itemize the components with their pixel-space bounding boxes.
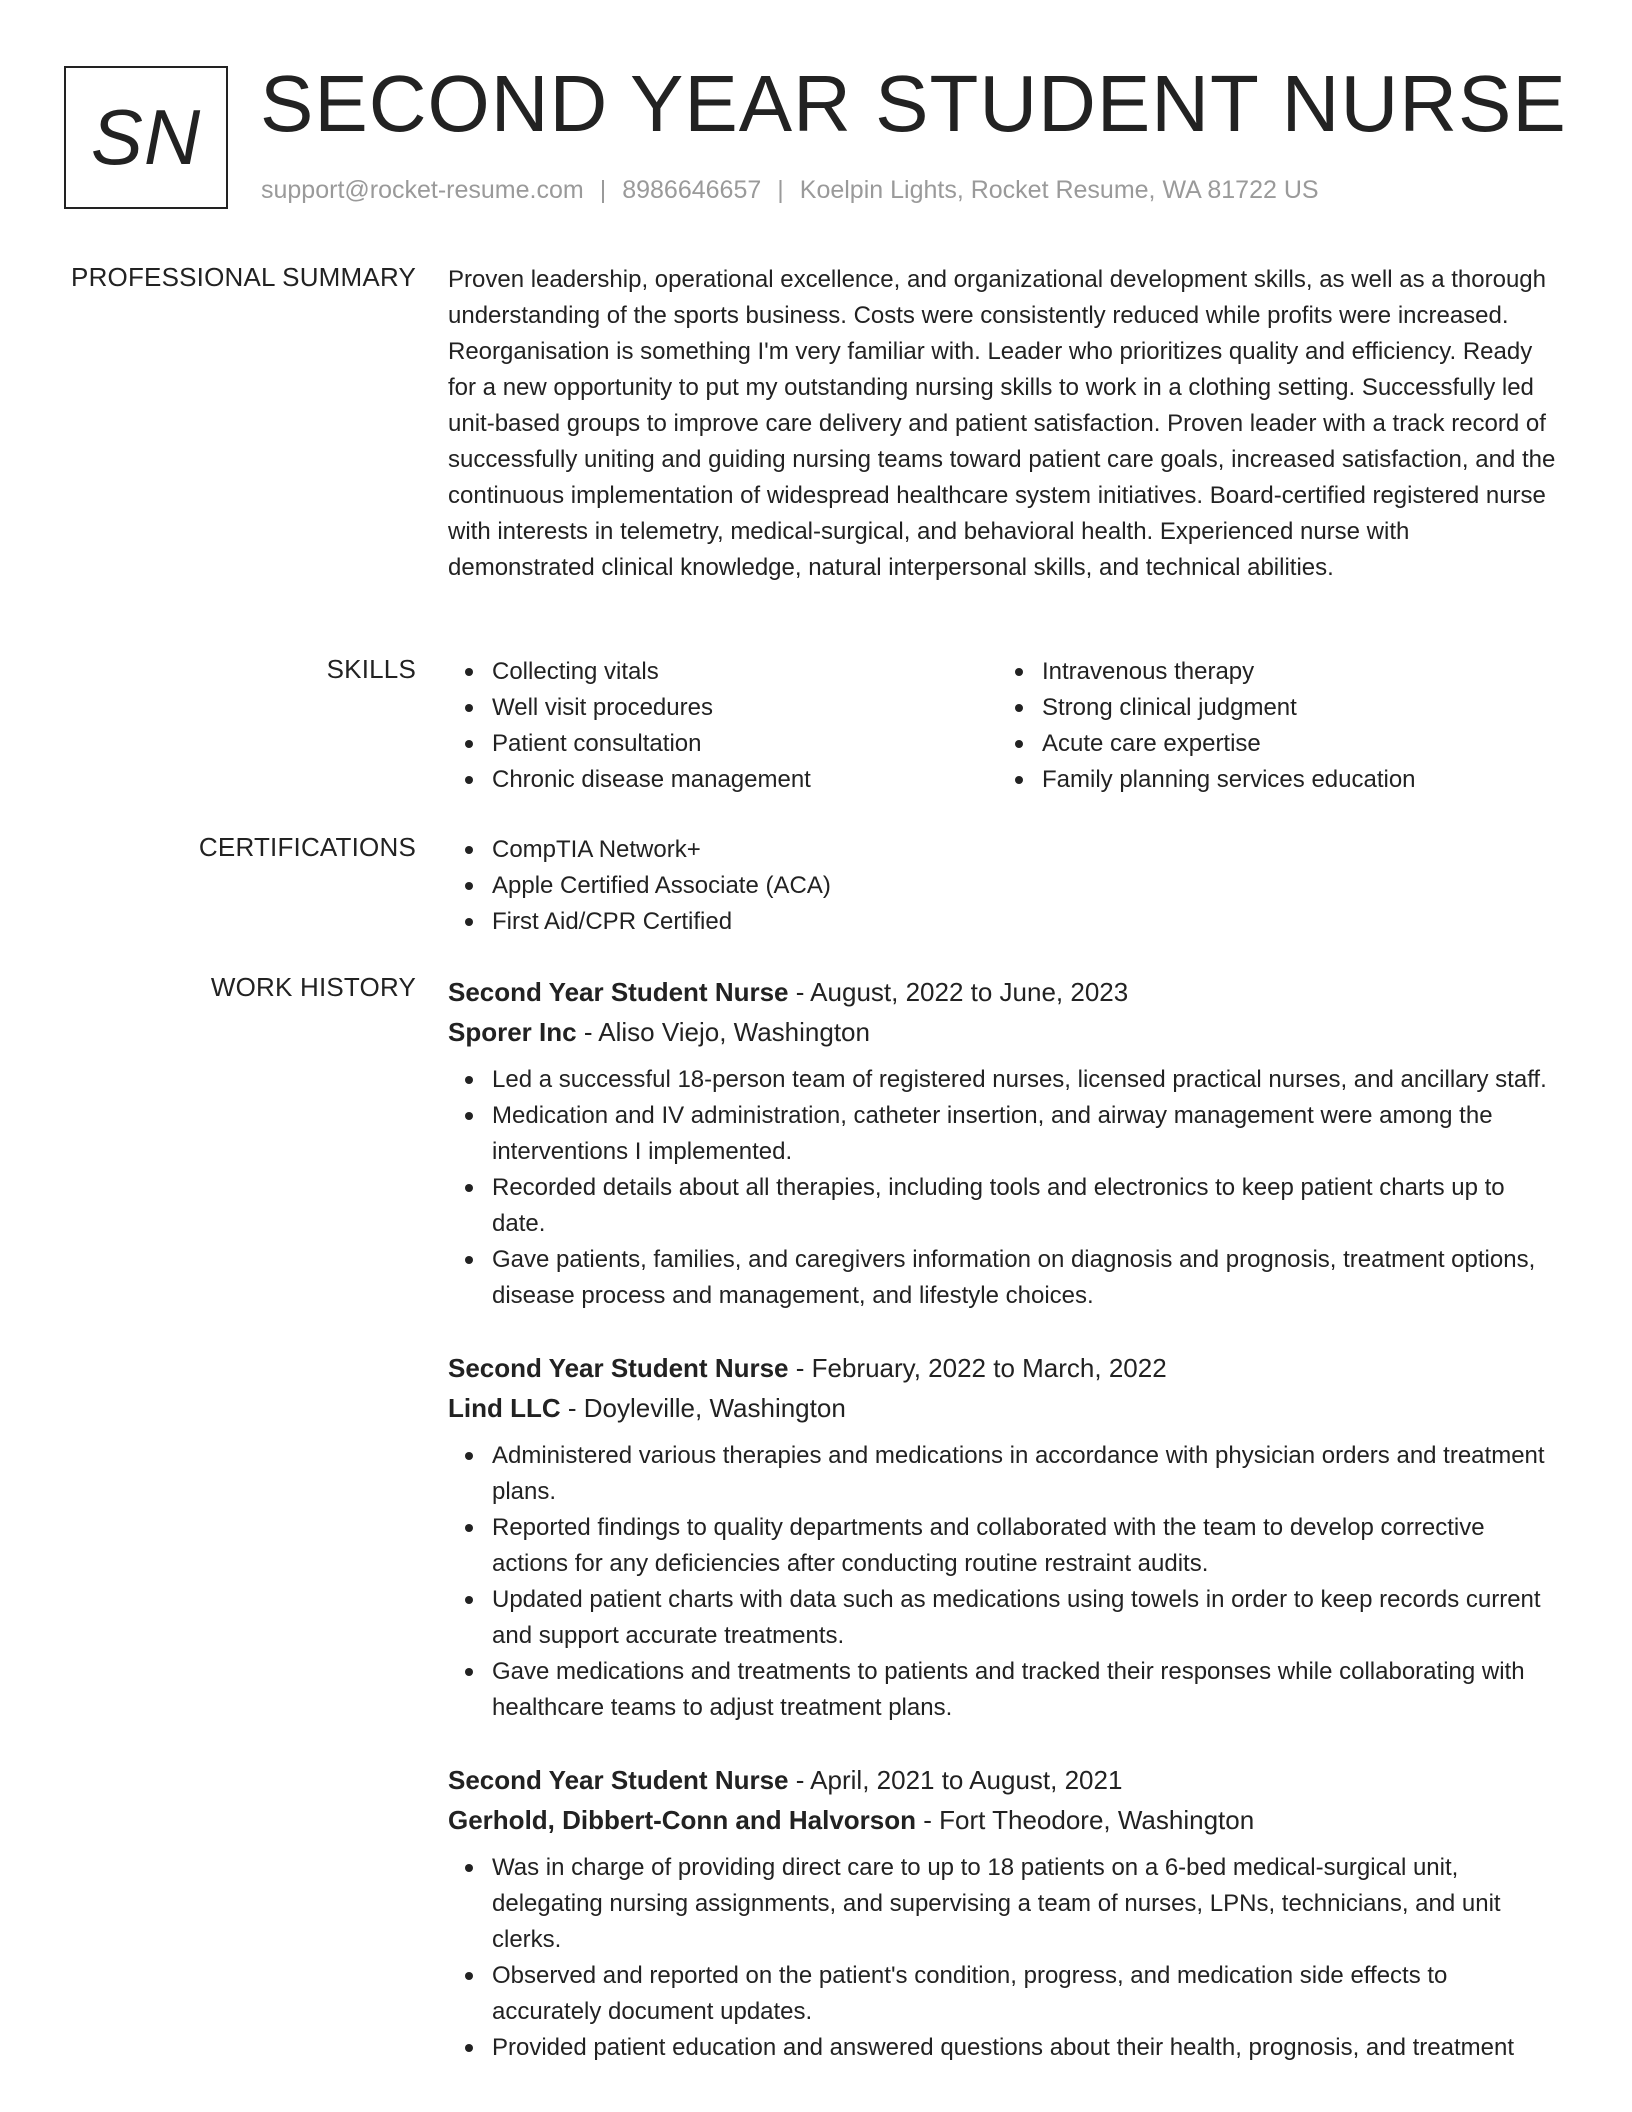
skill-item: Chronic disease management: [448, 762, 998, 798]
job-duties-list: [448, 1438, 1558, 1726]
skill-item: Well visit procedures: [448, 690, 998, 726]
job-location: - Doyleville, Washington: [560, 1393, 846, 1423]
work-history-body: [448, 972, 1558, 2100]
job-company-line: [448, 1012, 1558, 1052]
job-duty-item: Led a successful 18-person team of registered nurses, licensed practical nurses, and ancillary staff.: [448, 1062, 1558, 1098]
certifications-body: [448, 832, 1558, 940]
job-duty-item: Medication and IV administration, catheter insertion, and airway management were among the interventions I implemented.: [448, 1098, 1558, 1170]
job-title-line: [448, 1760, 1558, 1800]
certification-item: CompTIA Network+: [448, 832, 1558, 868]
contact-email: support@rocket-resume.com: [261, 176, 584, 204]
skill-item: Acute care expertise: [998, 726, 1548, 762]
job-entry: [448, 1348, 1558, 1726]
skill-item: Strong clinical judgment: [998, 690, 1548, 726]
job-title: Second Year Student Nurse: [448, 977, 789, 1007]
skill-item: Collecting vitals: [448, 654, 998, 690]
job-duty-item: Gave patients, families, and caregivers information on diagnosis and prognosis, treatment options, disease process and management, and lifestyle choices.: [448, 1242, 1558, 1314]
skills-columns: [448, 654, 1558, 798]
job-entry: [448, 1760, 1558, 2066]
section-label-summary: PROFESSIONAL SUMMARY: [71, 262, 416, 292]
job-duty-item: Provided patient education and answered questions about their health, prognosis, and treatment: [448, 2030, 1558, 2066]
job-company: Gerhold, Dibbert-Conn and Halvorson: [448, 1805, 917, 1835]
job-location: - Aliso Viejo, Washington: [576, 1017, 870, 1047]
job-company: Lind LLC: [448, 1393, 561, 1423]
certification-item: First Aid/CPR Certified: [448, 904, 1558, 940]
skill-item: Patient consultation: [448, 726, 998, 762]
job-duties-list: [448, 1062, 1558, 1314]
monogram-box: [64, 66, 228, 209]
job-dates: - February, 2022 to March, 2022: [788, 1353, 1167, 1383]
job-location: - Fort Theodore, Washington: [916, 1805, 1255, 1835]
certifications-list: [448, 832, 1558, 940]
job-title: Second Year Student Nurse: [448, 1353, 789, 1383]
job-duties-list: [448, 1850, 1558, 2066]
job-duty-item: Administered various therapies and medications in accordance with physician orders and treatment plans.: [448, 1438, 1558, 1510]
job-duty-item: Observed and reported on the patient's condition, progress, and medication side effects to accurately document updates.: [448, 1958, 1558, 2030]
section-label-certifications: CERTIFICATIONS: [198, 832, 416, 862]
job-entry: [448, 972, 1558, 1314]
job-title-line: [448, 972, 1558, 1012]
section-label-skills: SKILLS: [326, 654, 416, 684]
job-duty-item: Recorded details about all therapies, including tools and electronics to keep patient charts up to date.: [448, 1170, 1558, 1242]
job-company-line: [448, 1800, 1558, 1840]
contact-address: Koelpin Lights, Rocket Resume, WA 81722 US: [799, 176, 1319, 204]
contact-separator: |: [777, 176, 784, 204]
job-duty-item: Gave medications and treatments to patients and tracked their responses while collaborating with healthcare teams to adjust treatment plans.: [448, 1654, 1558, 1726]
section-label-work-history: WORK HISTORY: [210, 972, 416, 1002]
contact-phone: 8986646657: [622, 176, 762, 204]
skills-list-right: [998, 654, 1548, 798]
job-title: Second Year Student Nurse: [448, 1765, 789, 1795]
job-company-line: [448, 1388, 1558, 1428]
job-company: Sporer Inc: [448, 1017, 577, 1047]
job-duty-item: Was in charge of providing direct care to up to 18 patients on a 6-bed medical-surgical unit, delegating nursing assignments, and supervising a team of nurses, LPNs, technicians, and unit clerks.: [448, 1850, 1558, 1958]
skill-item: Intravenous therapy: [998, 654, 1548, 690]
monogram-initials: SN: [90, 93, 202, 181]
contact-separator: |: [599, 176, 607, 204]
summary-text: Proven leadership, operational excellence, and organizational development skills, as well as a thorough understanding of the sports business. Costs were consistently reduced while profits were increased. Reorganisation is something I'm very familiar with. Leader who prioritizes quality and efficiency. Ready for a new opportunity to put my outstanding nursing skills to work in a clothing setting. Successfully led unit-based groups to improve care delivery and patient satisfaction. Proven leader with a track record of successfully uniting and guiding nursing teams toward patient care goals, increased satisfaction, and the continuous implementation of widespread healthcare system initiatives. Board-certified registered nurse with interests in telemetry, medical-surgical, and behavioral health. Experienced nurse with demonstrated clinical knowledge, natural interpersonal skills, and technical abilities.: [448, 266, 1556, 581]
job-title-line: [448, 1348, 1558, 1388]
resume-name-title: SECOND YEAR STUDENT NURSE: [260, 59, 1567, 148]
job-duty-item: Updated patient charts with data such as medications using towels in order to keep records current and support accurate treatments.: [448, 1582, 1558, 1654]
job-duty-item: Reported findings to quality departments and collaborated with the team to develop corrective actions for any deficiencies after conducting routine restraint audits.: [448, 1510, 1558, 1582]
job-dates: - August, 2022 to June, 2023: [788, 977, 1129, 1007]
skills-list-left: [448, 654, 998, 798]
certification-item: Apple Certified Associate (ACA): [448, 868, 1558, 904]
job-dates: - April, 2021 to August, 2021: [788, 1765, 1123, 1795]
contact-line: [261, 176, 1319, 205]
skill-item: Family planning services education: [998, 762, 1548, 798]
